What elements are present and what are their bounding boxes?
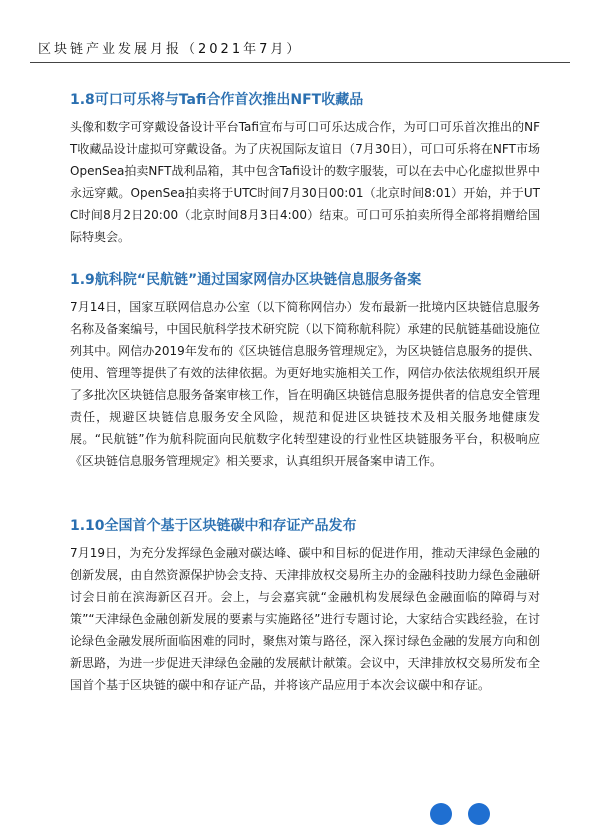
header-divider bbox=[30, 62, 570, 63]
section-body: 头像和数字可穿戴设备设计平台Tafi宣布与可口可乐达成合作，为可口可乐首次推出的NFT收藏品设计虚拟可穿戴设备。为了庆祝国际友谊日（7月30日），可口可乐将在NFT市场OpenSea拍卖NFT战利品箱，其中包含Tafi设计的数字服装，可以在去中心化虚拟世界中永远穿戴。OpenSea拍卖将于UTC时间7月30日00:01（北京时间8:01）开始，并于UTC时间8月2日20:00（北京时间8月3日4:00）结束。可口可乐拍卖所得全部将捐赠给国际特奥会。 bbox=[70, 120, 540, 244]
footer-logo-right bbox=[468, 803, 490, 825]
logo-mark-icon bbox=[430, 803, 452, 825]
section-heading: 1.10全国首个基于区块链碳中和存证产品发布 bbox=[70, 518, 357, 534]
section-heading: 1.9航科院“民航链”通过国家网信办区块链信息服务备案 bbox=[70, 272, 422, 288]
section-body: 7月14日，国家互联网信息办公室（以下简称网信办）发布最新一批境内区块链信息服务名称及备案编号，中国民航科学技术研究院（以下简称航科院）承建的民航链基础设施位列其中。网信办2019年发布的《区块链信息服务管理规定》，为区块链信息服务的提供、使用、管理等提供了有效的法律依据。为更好地实施相关工作，网信办依法依规组织开展了多批次区块链信息服务备案审核工作，旨在明确区块链信息服务提供者的信息安全管理责任，规避区块链信息服务安全风险，规范和促进区块链技术及相关服务地健康发展。“民航链”作为航科院面向民航数字化转型建设的行业性区块链服务平台，积极响应《区块链信息服务管理规定》相关要求，认真组织开展备案申请工作。 bbox=[70, 300, 540, 468]
section-heading: 1.8可口可乐将与Tafi合作首次推出NFT收藏品 bbox=[70, 92, 364, 108]
footer-logo-left bbox=[430, 803, 452, 825]
section-body: 7月19日，为充分发挥绿色金融对碳达峰、碳中和目标的促进作用，推动天津绿色金融的创新发展，由自然资源保护协会支持、天津排放权交易所主办的金融科技助力绿色金融研讨会日前在滨海新区召开。会上，与会嘉宾就“金融机构发展绿色金融面临的障碍与对策”“天津绿色金融创新发展的要素与实施路径”进行专题讨论，大家结合实践经验，在讨论绿色金融发展所面临困难的同时，聚焦对策与路径，深入探讨绿色金融的发展方向和创新思路，为进一步促进天津绿色金融的发展献计献策。会议中，天津排放权交易所发布全国首个基于区块链的碳中和存证产品，并将该产品应用于本次会议碳中和存证。 bbox=[70, 546, 540, 692]
section-carbon-neutral-product bbox=[70, 516, 540, 696]
page-header-title: 区块链产业发展月报（2021年7月） bbox=[38, 42, 303, 57]
logo-mark-icon bbox=[468, 803, 490, 825]
section-coca-cola-nft bbox=[70, 90, 540, 248]
section-civil-aviation-chain bbox=[70, 270, 540, 472]
footer-logos bbox=[430, 803, 490, 825]
